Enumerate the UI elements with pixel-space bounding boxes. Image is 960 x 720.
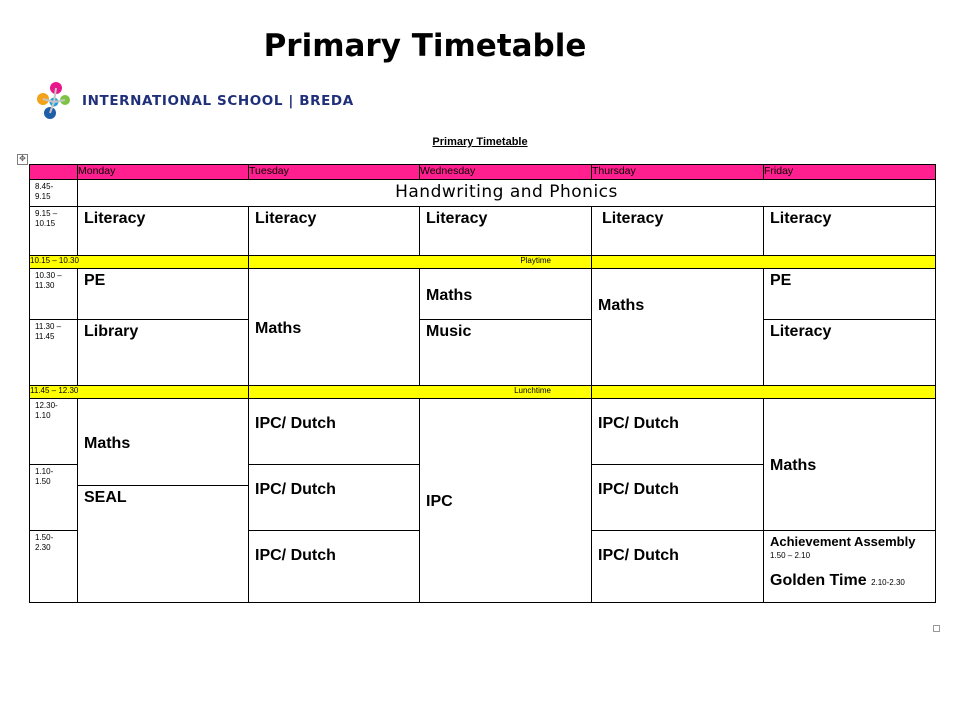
school-logo: [34, 80, 354, 122]
slot-thursday-ipc-dutch-1: IPC/ Dutch: [592, 399, 764, 465]
slot-friday-afternoon: [764, 531, 936, 603]
golden-time-label: Golden Time: [770, 572, 867, 589]
school-logo-icon: [34, 80, 74, 122]
slot-friday-pe: PE: [764, 269, 936, 320]
golden-time-range: 2.10-2.30: [871, 578, 905, 587]
slot-thursday-maths: Maths: [592, 269, 764, 386]
header-corner: [30, 165, 78, 180]
time-cell: 11.30 – 11.45: [30, 320, 78, 386]
slot-wednesday-literacy: Literacy: [420, 207, 592, 256]
slot-thursday-ipc-dutch-3: IPC/ Dutch: [592, 531, 764, 603]
time-cell: 12.30- 1.10: [30, 399, 78, 465]
time-cell: 8.45- 9.15: [30, 180, 78, 207]
header-wednesday: Wednesday: [420, 165, 592, 180]
header-tuesday: Tuesday: [249, 165, 420, 180]
row-afternoon-1: [30, 399, 936, 465]
slot-achievement-assembly: Achievement Assembly: [770, 534, 916, 549]
row-period-3d: [30, 320, 936, 330]
slot-monday-seal: SEAL: [78, 486, 249, 603]
slot-golden-time: [770, 572, 935, 590]
table-resize-handle[interactable]: [933, 625, 940, 632]
row-handwriting: [30, 180, 936, 207]
playtime-band: [30, 256, 936, 269]
lunchtime-fill: [592, 386, 936, 399]
slot-monday-maths: Maths: [78, 399, 249, 486]
slot-friday-literacy-2: Literacy: [764, 320, 936, 386]
time-cell: 1.10- 1.50: [30, 465, 78, 531]
lunchtime-band: [30, 386, 936, 399]
slot-friday-maths: Maths: [764, 399, 936, 531]
timetable: [29, 164, 936, 603]
timetable-header-row: [30, 165, 936, 180]
playtime-fill: [592, 256, 936, 269]
time-cell: 9.15 – 10.15: [30, 207, 78, 256]
slot-tuesday-ipc-dutch-3: IPC/ Dutch: [249, 531, 420, 603]
slot-tuesday-literacy: Literacy: [249, 207, 420, 256]
playtime-time: 10.15 – 10.30: [30, 256, 249, 269]
slide-title: Primary Timetable: [263, 28, 587, 64]
table-move-handle-icon[interactable]: ✥: [17, 154, 28, 165]
lunchtime-label: Lunchtime: [249, 386, 592, 399]
slot-monday-literacy: Literacy: [78, 207, 249, 256]
header-friday: Friday: [764, 165, 936, 180]
slot-wednesday-ipc: IPC: [420, 399, 592, 603]
slot-thursday-literacy: Literacy: [592, 207, 764, 256]
header-monday: Monday: [78, 165, 249, 180]
playtime-label: Playtime: [249, 256, 592, 269]
time-cell: 1.50- 2.30: [30, 531, 78, 603]
slot-friday-literacy: Literacy: [764, 207, 936, 256]
slot-thursday-ipc-dutch-2: IPC/ Dutch: [592, 465, 764, 531]
slot-monday-pe: PE: [78, 269, 249, 320]
slot-wednesday-music: Music: [420, 320, 592, 386]
time-cell: 10.30 – 11.30: [30, 269, 78, 320]
row-period-3a: [30, 269, 936, 295]
row-literacy: [30, 207, 936, 256]
header-thursday: Thursday: [592, 165, 764, 180]
slot-tuesday-ipc-dutch-1: IPC/ Dutch: [249, 399, 420, 465]
slot-tuesday-maths: Maths: [249, 269, 420, 386]
slot-monday-library: Library: [78, 320, 249, 386]
document-title: Primary Timetable: [432, 136, 528, 148]
slot-tuesday-ipc-dutch-2: IPC/ Dutch: [249, 465, 420, 531]
school-name: INTERNATIONAL SCHOOL | BREDA: [82, 93, 354, 109]
lunchtime-time: 11.45 – 12.30: [30, 386, 249, 399]
slot-wednesday-maths: Maths: [420, 269, 592, 320]
achievement-time: 1.50 – 2.10: [770, 551, 811, 560]
slot-handwriting-phonics: Handwriting and Phonics: [78, 180, 936, 207]
